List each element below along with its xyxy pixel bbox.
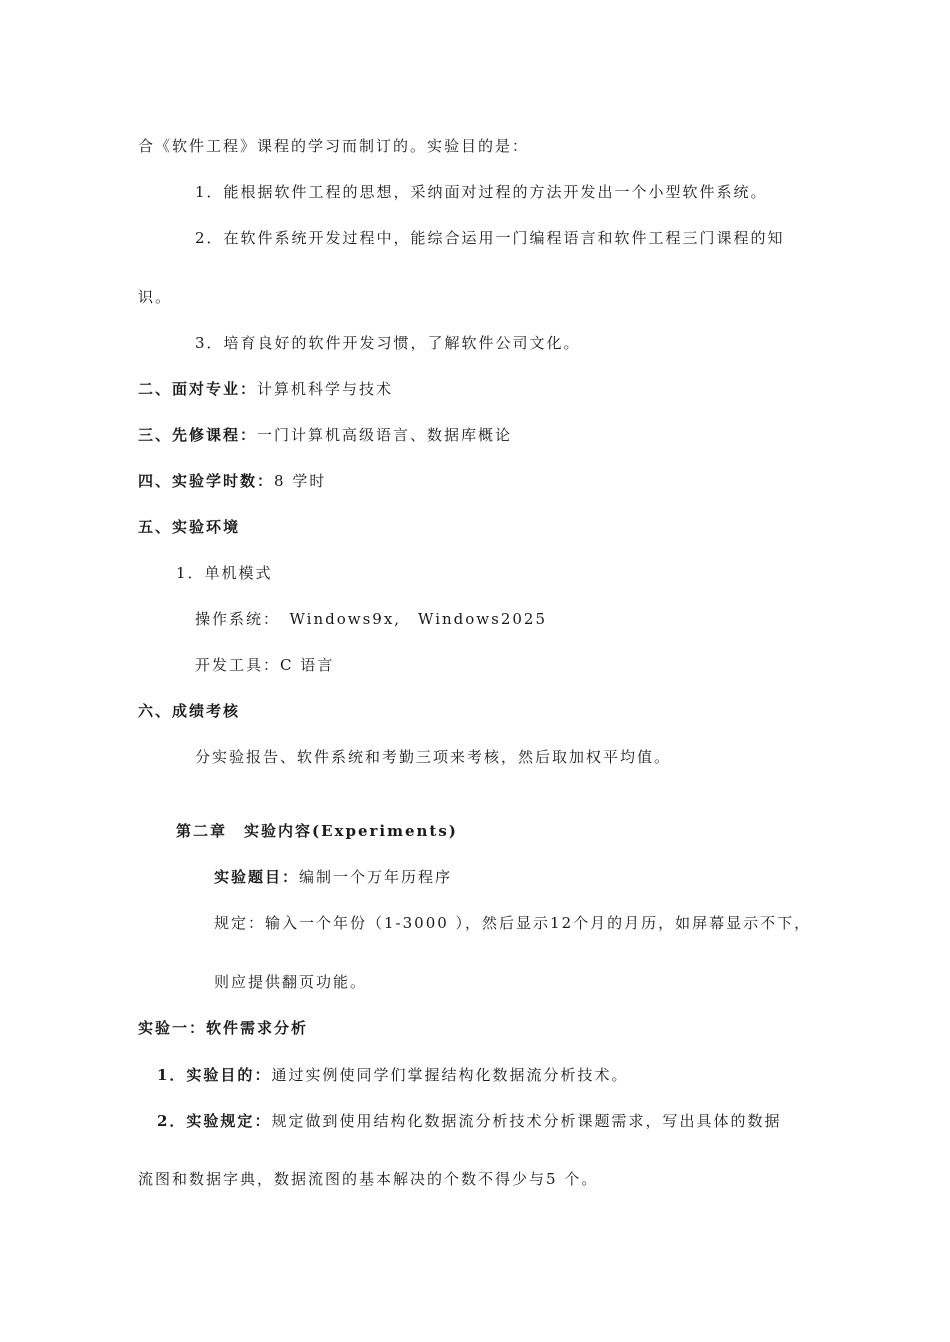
topic-label: 实验题目： <box>214 868 300 886</box>
requirement-continuation: 则应提供翻页功能。 <box>214 973 368 991</box>
prerequisite-value: 一门计算机高级语言、数据库概论 <box>257 426 513 444</box>
grading-heading: 六、成绩考核 <box>138 702 241 720</box>
goal-item-1: 1．能根据软件工程的思想，采纳面对过程的方法开发出一个小型软件系统。 <box>195 183 768 201</box>
goal-item-2-continuation: 识。 <box>138 288 173 306</box>
major-label: 二、面对专业： <box>138 380 258 398</box>
hours-line <box>138 471 326 491</box>
grading-text: 分实验报告、软件系统和考勤三项来考核，然后取加权平均值。 <box>195 748 672 766</box>
intro-line: 合《软件工程》课程的学习而制订的。实验目的是： <box>138 137 530 155</box>
topic-line <box>214 867 452 887</box>
experiment-one-heading: 实验一：软件需求分析 <box>138 1019 309 1037</box>
experiment-requirement-continuation: 流图和数据字典，数据流图的基本解决的个数不得少与5 个。 <box>138 1170 599 1188</box>
major-value: 计算机科学与技术 <box>257 380 394 398</box>
experiment-goal-label: 1．实验目的： <box>157 1066 272 1084</box>
chapter-title: 第二章 实验内容(Experiments) <box>176 822 458 840</box>
experiment-requirement-label: 2．实验规定： <box>157 1112 272 1130</box>
experiment-goal-line <box>157 1065 628 1085</box>
experiment-requirement-line <box>157 1111 781 1131</box>
prerequisite-label: 三、先修课程： <box>138 426 258 444</box>
requirement-line: 规定：输入一个年份（1-3000 ），然后显示12个月的月历，如屏幕显示不下， <box>214 914 812 932</box>
topic-value: 编制一个万年历程序 <box>299 868 453 886</box>
major-line <box>138 379 393 399</box>
environment-mode: 1．单机模式 <box>176 564 273 582</box>
experiment-requirement-value: 规定做到使用结构化数据流分析技术分析课题需求，写出具体的数据 <box>271 1112 782 1130</box>
goal-item-2: 2．在软件系统开发过程中，能综合运用一门编程语言和软件工程三门课程的知 <box>195 229 785 247</box>
hours-label: 四、实验学时数： <box>138 472 275 490</box>
hours-value: 8 学时 <box>274 472 327 490</box>
goal-item-3: 3．培育良好的软件开发习惯，了解软件公司文化。 <box>195 334 581 352</box>
environment-os: 操作系统： Windows9x, Windows2025 <box>195 610 548 628</box>
experiment-goal-value: 通过实例使同学们掌握结构化数据流分析技术。 <box>271 1066 629 1084</box>
environment-tool: 开发工具：C 语言 <box>195 656 335 674</box>
environment-heading: 五、实验环境 <box>138 518 241 536</box>
prerequisite-line <box>138 425 512 445</box>
